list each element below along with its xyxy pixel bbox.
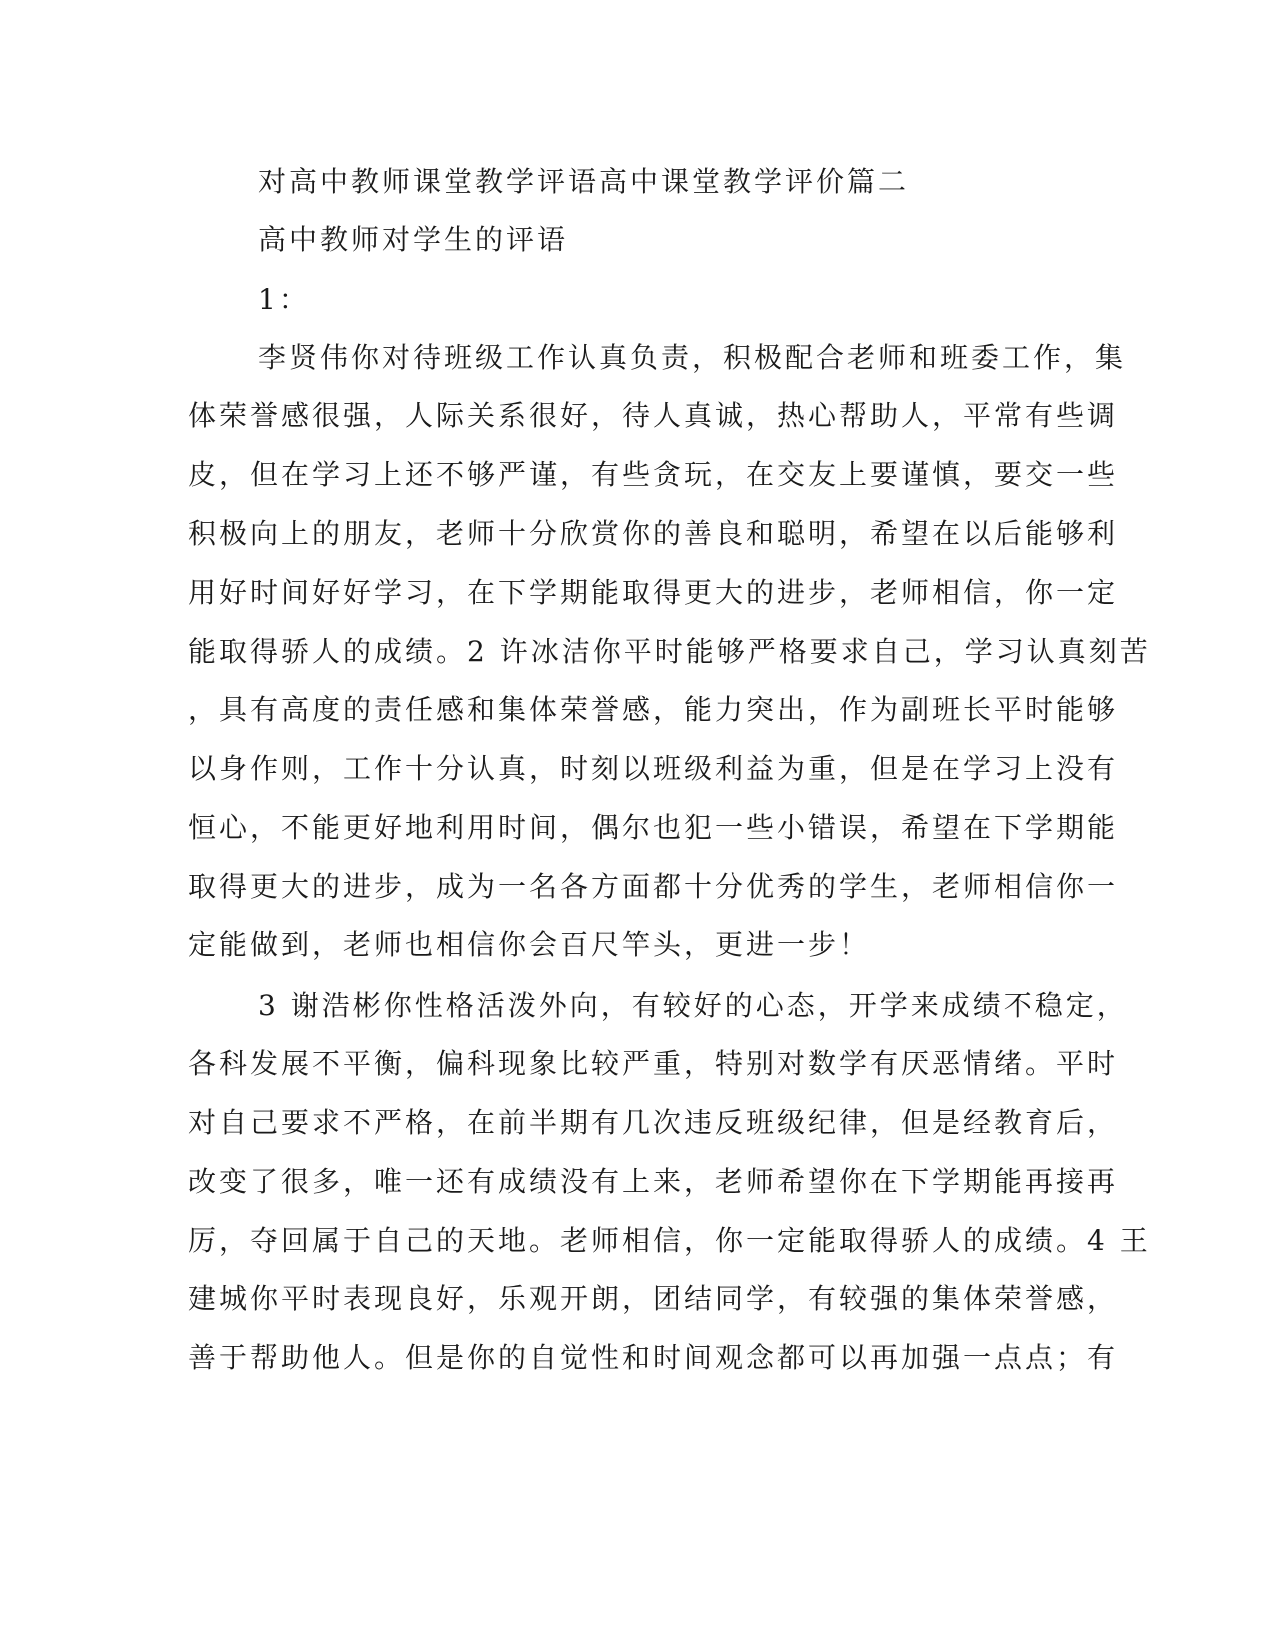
paragraph-line: 定能做到，老师也相信你会百尺竿头，更进一步！: [188, 928, 871, 961]
document-title: 对高中教师课堂教学评语高中课堂教学评价篇二: [258, 165, 910, 198]
paragraph-line: 改变了很多，唯一还有成绩没有上来，老师希望你在下学期能再接再: [188, 1165, 1119, 1198]
paragraph-line: 厉，夺回属于自己的天地。老师相信，你一定能取得骄人的成绩。4 王: [188, 1224, 1151, 1257]
paragraph-line: 对自己要求不严格，在前半期有几次违反班级纪律，但是经教育后，: [188, 1106, 1119, 1139]
paragraph-line: 李贤伟你对待班级工作认真负责，积极配合老师和班委工作，集: [258, 341, 1127, 374]
paragraph-line: 积极向上的朋友，老师十分欣赏你的善良和聪明，希望在以后能够利: [188, 517, 1119, 550]
paragraph-line: 善于帮助他人。但是你的自觉性和时间观念都可以再加强一点点；有: [188, 1341, 1119, 1374]
paragraph-line: ，具有高度的责任感和集体荣誉感，能力突出，作为副班长平时能够: [188, 693, 1119, 726]
paragraph-line: 各科发展不平衡，偏科现象比较严重，特别对数学有厌恶情绪。平时: [188, 1047, 1119, 1080]
paragraph-line: 体荣誉感很强，人际关系很好，待人真诚，热心帮助人，平常有些调: [188, 399, 1119, 432]
paragraph-line: 建城你平时表现良好，乐观开朗，团结同学，有较强的集体荣誉感，: [188, 1282, 1119, 1315]
item-number: 1：: [258, 283, 310, 316]
paragraph-line: 能取得骄人的成绩。2 许冰洁你平时能够严格要求自己，学习认真刻苦: [188, 635, 1151, 668]
paragraph-line: 以身作则，工作十分认真，时刻以班级利益为重，但是在学习上没有: [188, 752, 1119, 785]
paragraph-line: 3 谢浩彬你性格活泼外向，有较好的心态，开学来成绩不稳定，: [258, 989, 1128, 1022]
paragraph-line: 用好时间好好学习，在下学期能取得更大的进步，老师相信，你一定: [188, 576, 1119, 609]
document-subtitle: 高中教师对学生的评语: [258, 223, 569, 256]
paragraph-line: 取得更大的进步，成为一名各方面都十分优秀的学生，老师相信你一: [188, 870, 1119, 903]
paragraph-line: 皮，但在学习上还不够严谨，有些贪玩，在交友上要谨慎，要交一些: [188, 458, 1119, 491]
paragraph-line: 恒心，不能更好地利用时间，偶尔也犯一些小错误，希望在下学期能: [188, 811, 1119, 844]
